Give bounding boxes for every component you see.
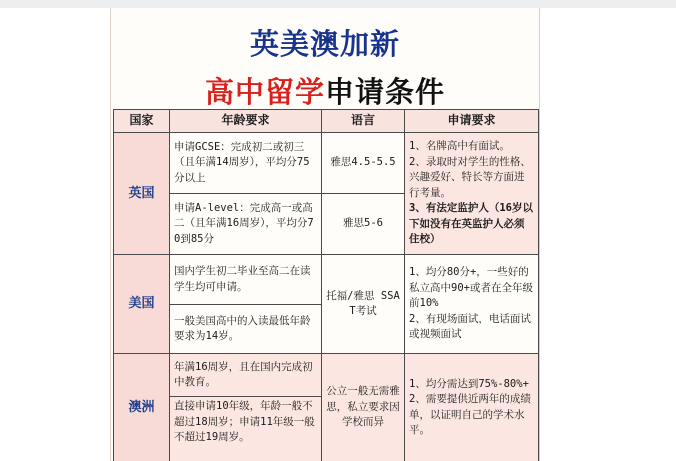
us-req-2: 2、有现场面试，电话面试或视频面试 (409, 312, 531, 341)
uk-lang-alevel: 雅思5-6 (322, 194, 405, 255)
table-row (114, 255, 539, 305)
au-requirements (405, 354, 539, 461)
au-req-1: 1、均分需达到75%-80%+ (409, 377, 529, 390)
country-uk: 英国 (114, 133, 170, 255)
table-row (114, 133, 539, 194)
us-req-1: 1、均分80分+，一些好的私立高中90+或者在全年级前10% (409, 266, 533, 310)
country-us: 美国 (114, 255, 170, 354)
title-line-2-black: 申请条件 (325, 75, 446, 109)
us-lang: 托福/雅思 SSAT考试 (322, 255, 405, 354)
uk-lang-gcse: 雅思4.5-5.5 (322, 133, 405, 194)
au-age-1: 年满16周岁，且在国内完成初中教育。 (170, 354, 322, 397)
us-requirements (405, 255, 539, 354)
header-country: 国家 (114, 110, 170, 133)
uk-req-3: 3、有法定监护人（16岁以下如没有在英监护人必须住校） (409, 202, 533, 246)
requirements-table (113, 109, 539, 461)
document-sheet (110, 8, 540, 461)
header-language: 语言 (322, 110, 405, 133)
uk-age-gcse: 申请GCSE：完成初二或初三（且年满14周岁），平均分75分以上 (170, 133, 322, 194)
top-strip (0, 0, 676, 8)
uk-requirements (405, 133, 539, 255)
table-row (114, 354, 539, 397)
country-au: 澳洲 (114, 354, 170, 461)
au-age-2: 直接申请10年级，年龄一般不超过18周岁；申请11年级一般不超过19周岁。 (170, 397, 322, 461)
uk-req-1: 1、名牌高中有面试。 (409, 140, 510, 153)
header-row (114, 110, 539, 133)
uk-age-alevel: 申请A-level：完成高一或高二（且年满16周岁），平均分70到85分 (170, 194, 322, 255)
title-line-2-red: 高中留学 (204, 75, 325, 109)
uk-req-2: 2、录取时对学生的性格、兴趣爱好、特长等方面进行考量。 (409, 155, 531, 199)
title-line-2 (111, 70, 539, 111)
au-req-2: 2、需要提供近两年的成绩单，以证明自己的学术水平。 (409, 393, 531, 436)
us-age-2: 一般美国高中的入读最低年龄要求为14岁。 (170, 305, 322, 354)
header-requirements: 申请要求 (405, 110, 539, 133)
us-age-1: 国内学生初二毕业至高二在读学生均可申请。 (170, 255, 322, 305)
header-age: 年龄要求 (170, 110, 322, 133)
au-lang: 公立一般无需雅思，私立要求因学校而异 (322, 354, 405, 461)
title-line-1: 英美澳加新 (249, 27, 400, 61)
